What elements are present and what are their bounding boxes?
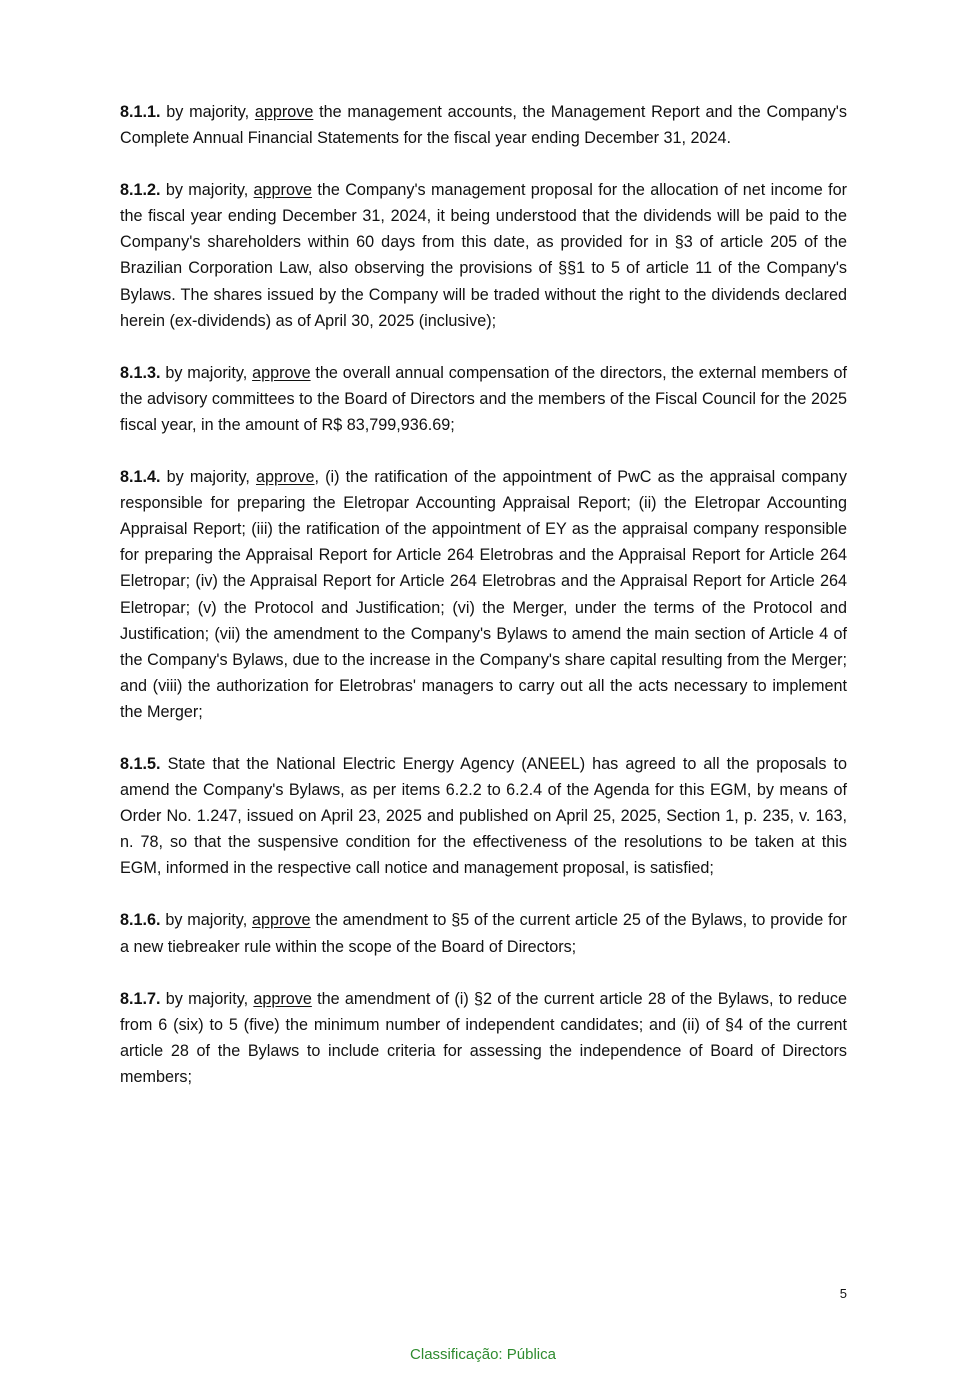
item-text: State that the National Electric Energy Agency (ANEEL) has agreed to all the proposals to amend the Company's Bylaws, as per items 6.2.2 to 6.2.4 of the Agenda for this EGM, by means of Order No. 1.247, issued on April 23, 2025 and published on April 25, 2025, Section 1, p. 235, v. 163, n. 78, so that the suspensive condition for the effectiveness of the resolutions to be taken at this EGM, informed in the respective call notice and management proposal, is satisfied;	[120, 754, 847, 878]
item-text: the management accounts, the Management Report and the Company's Complete Annual Financial Statements for the fiscal year ending December 31, 2024.	[120, 103, 847, 148]
approve-term: approve	[252, 363, 311, 382]
item-8-1-7	[120, 986, 847, 1090]
item-text: the amendment to §5 of the current article 25 of the Bylaws, to provide for a new tiebreaker rule within the scope of the Board of Directors;	[120, 911, 847, 956]
approve-term: approve	[252, 911, 311, 930]
item-number: 8.1.3.	[120, 363, 161, 382]
item-number: 8.1.2.	[120, 181, 161, 200]
item-lead: by majority,	[160, 911, 253, 930]
item-lead: by majority,	[160, 363, 253, 382]
item-8-1-4	[120, 464, 847, 725]
item-number: 8.1.6.	[120, 911, 161, 930]
classification-label: Classificação: Pública	[410, 1346, 556, 1363]
item-lead: by majority,	[160, 989, 254, 1008]
item-8-1-5	[120, 751, 847, 881]
item-8-1-6	[120, 907, 847, 959]
approve-term: approve	[253, 989, 312, 1008]
item-text: the overall annual compensation of the directors, the external members of the advisory committees to the Board of Directors and the members of the Fiscal Council for the 2025 fiscal year, in the amount of R$ 83,799,936.69;	[120, 363, 847, 434]
item-number: 8.1.7.	[120, 989, 161, 1008]
approve-term: approve	[254, 103, 314, 121]
item-number: 8.1.1.	[120, 103, 161, 121]
item-text: the Company's management proposal for the allocation of net income for the fiscal year ending December 31, 2024, it being understood that the dividends will be paid to the Company's shareholders within 60 days from this date, as provided for in §3 of article 205 of the Brazilian Corporation Law, also observing the provisions of §§1 to 5 of article 11 of the Company's Bylaws. The shares issued by the Company will be traded without the right to the dividends declared herein (ex-dividends) as of April 30, 2025 (inclusive);	[120, 181, 847, 330]
item-number: 8.1.4.	[120, 468, 161, 487]
approve-term: approve	[255, 468, 315, 487]
item-8-1-3	[120, 360, 847, 438]
page-number: 5	[839, 1286, 847, 1301]
document-body	[120, 99, 847, 1116]
item-text: , (i) the ratification of the appointment of PwC as the appraisal company responsible for preparing the Eletropar Accounting Appraisal Report; (ii) the Eletropar Accounting Appraisal Report; (iii) the ratification of the appointment of EY as the appraisal company responsible for preparing the Appraisal Report for Article 264 Eletrobras and the Appraisal Report for Article 264 Eletropar; (iv) the Appraisal Report for Article 264 Eletrobras and the Appraisal Report for Article 264 Eletropar; (v) the Protocol and Justification; (vi) the Merger, under the terms of the Protocol and Justification; (vii) the amendment to the Company's Bylaws to amend the main section of Article 4 of the Company's Bylaws, due to the increase in the Company's share capital resulting from the Merger; and (viii) the authorization for Eletrobras' managers to carry out all the acts necessary to implement the Merger;	[120, 468, 847, 721]
approve-term: approve	[253, 181, 313, 200]
item-8-1-2	[120, 177, 847, 334]
item-8-1-1	[120, 99, 847, 151]
item-lead: by majority,	[160, 181, 254, 200]
item-lead: by majority,	[160, 468, 256, 487]
item-number: 8.1.5.	[120, 754, 161, 773]
item-text: the amendment of (i) §2 of the current article 28 of the Bylaws, to reduce from 6 (six) to 5 (five) the minimum number of independent candidates; and (ii) of §4 of the current article 28 of the Bylaws to include criteria for assessing the independence of Board of Directors members;	[120, 989, 847, 1086]
item-lead: by majority,	[160, 103, 255, 121]
